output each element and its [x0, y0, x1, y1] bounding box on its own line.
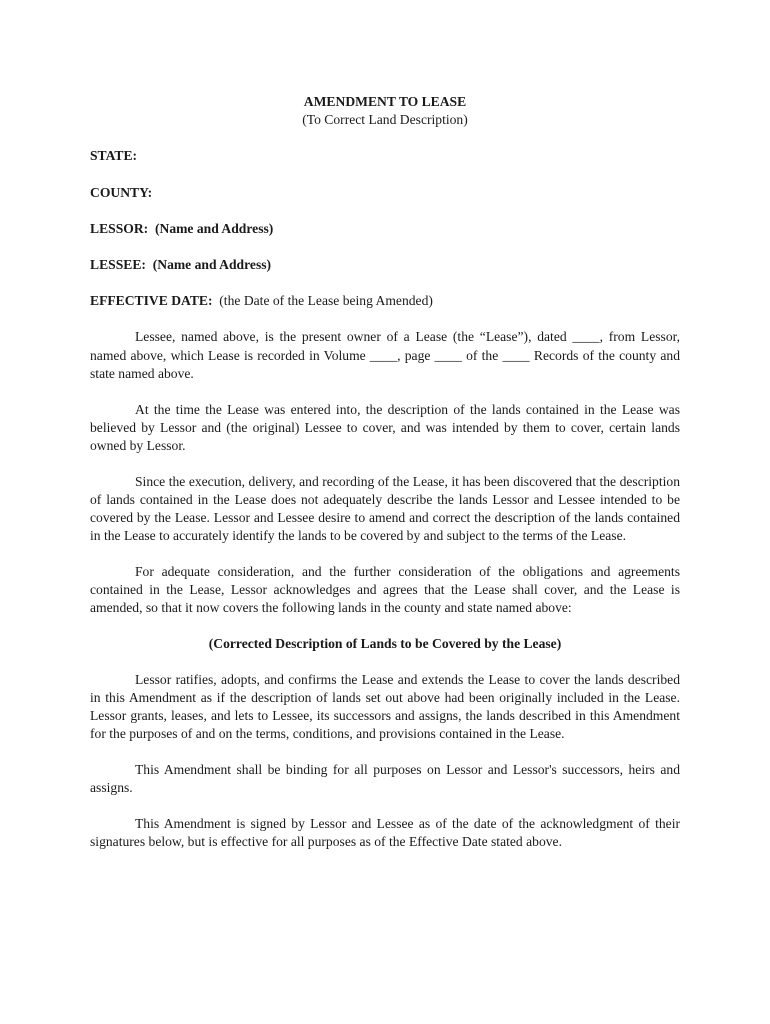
state-label: STATE:	[90, 148, 138, 164]
document-title: AMENDMENT TO LEASE	[303, 94, 467, 109]
effective-date-value: (the Date of the Lease being Amended)	[219, 293, 433, 309]
county-field	[90, 184, 680, 202]
document-subtitle: (To Correct Land Description)	[302, 112, 468, 128]
paragraph-ratification: Lessor ratifies, adopts, and confirms the Lease and extends the Lease to cover the lands described in this Amendment as if the description of lands set out above had been originally included in the Lease. Lessor grants, leases, and lets to Lessee, its successors and assigns, the lands described in this Amendment for the purposes of and on the terms, conditions, and provisions contained in the Lease.	[90, 671, 680, 742]
paragraph-ownership: Lessee, named above, is the present owner of a Lease (the “Lease”), dated ____, from Lessor, named above, which Lease is recorded in Volume ____, page ____ of the ____ Records of the county and state named above.	[90, 329, 680, 381]
paragraph-consideration: For adequate consideration, and the further consideration of the obligations and agreements contained in the Lease, Lessor acknowledges and agrees that the Lease shall cover, and the Lease is amended, so that it now covers the following lands in the county and state named above:	[90, 563, 680, 616]
lessor-label: LESSOR:	[90, 220, 149, 236]
lessee-value: (Name and Address)	[152, 257, 272, 273]
document-body	[90, 93, 680, 869]
effective-date-label: EFFECTIVE DATE:	[90, 293, 213, 309]
lessor-field	[90, 220, 680, 238]
effective-date-field	[90, 292, 680, 310]
corrected-description-heading: (Corrected Description of Lands to be Covered by the Lease)	[208, 636, 562, 652]
lessee-label: LESSEE:	[90, 257, 146, 273]
state-field	[90, 147, 680, 165]
county-label: COUNTY:	[90, 184, 153, 200]
lessee-field	[90, 256, 680, 274]
paragraph-binding: This Amendment shall be binding for all purposes on Lessor and Lessor's successors, heirs and assigns.	[90, 762, 680, 796]
paragraph-discovery: Since the execution, delivery, and recording of the Lease, it has been discovered that the description of lands contained in the Lease does not adequately describe the lands Lessor and Lessee intended to be covered by the Lease. Lessor and Lessee desire to amend and correct the description of the lands contained in the Lease to accurately identify the lands to be covered by and subject to the terms of the Lease.	[90, 473, 680, 544]
paragraph-original-intent: At the time the Lease was entered into, the description of the lands contained in the Lease was believed by Lessor and (the original) Lessee to cover, and was intended by them to cover, certain lands owned by Lessor.	[90, 401, 680, 453]
paragraph-signing: This Amendment is signed by Lessor and Lessee as of the date of the acknowledgment of their signatures below, but is effective for all purposes as of the Effective Date stated above.	[90, 815, 680, 850]
lessor-value: (Name and Address)	[154, 220, 274, 236]
